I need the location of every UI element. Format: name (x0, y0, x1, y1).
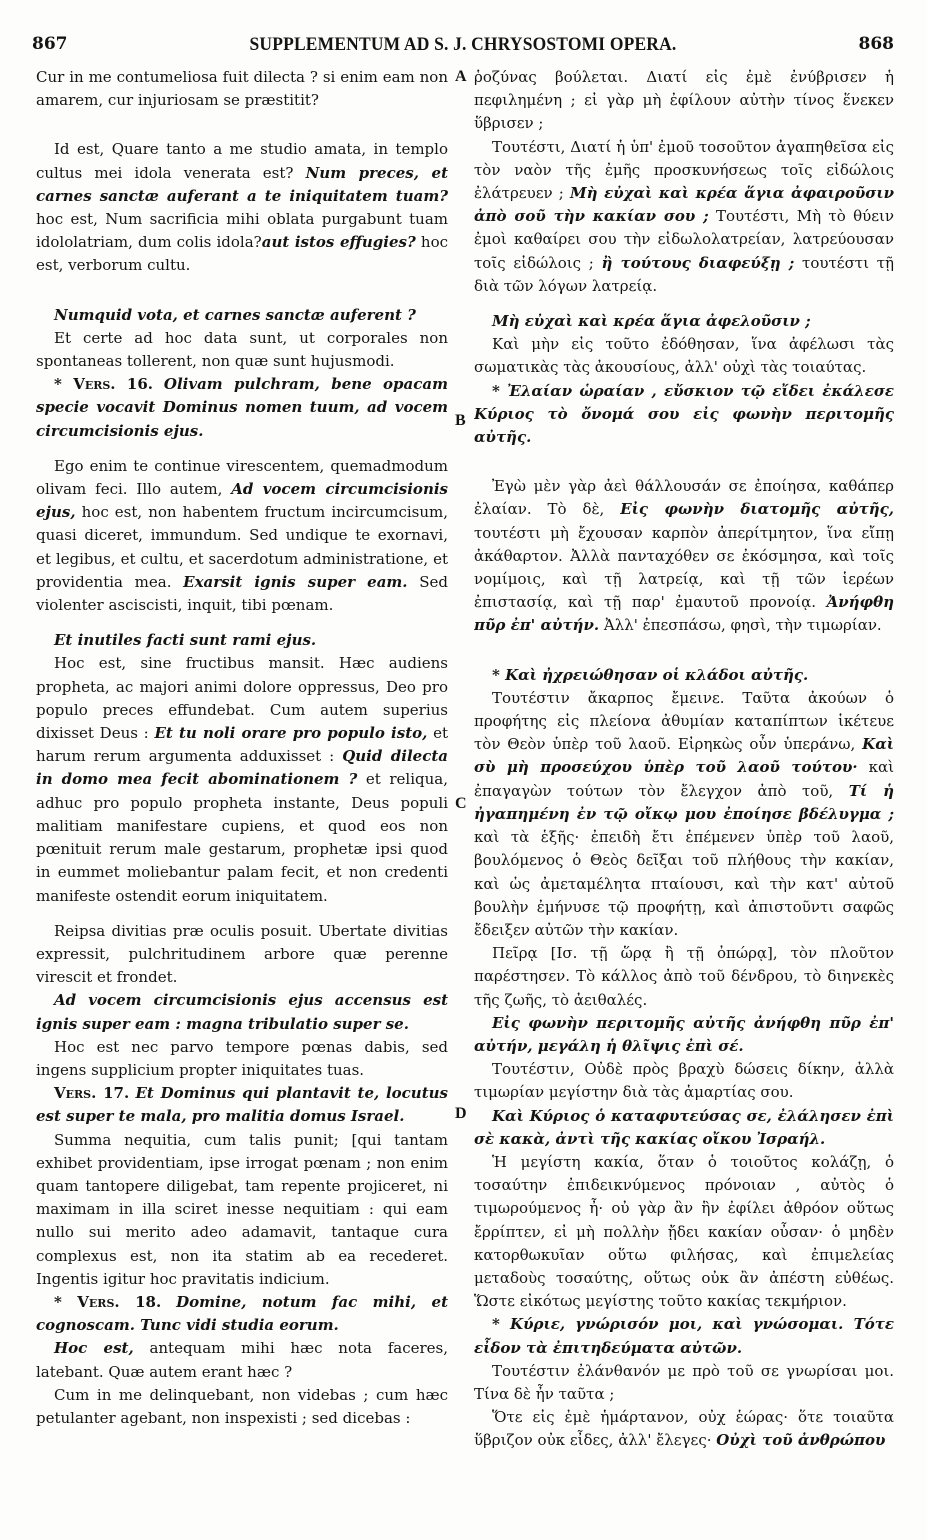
greek-text: Ὅτε εἰς ἐμὲ ἡμάρτανον, οὐχ ἑώρας· ὅτε τοιαῦτα ὕβριζον οὐκ εἶδες, ἀλλ' ἔλεγες· (474, 1408, 894, 1450)
greek-scripture-verse: Εἰς φωνὴν περιτομῆς αὐτῆς ἀνήφθη πῦρ ἐπ' αὐτήν, μεγάλη ἡ θλῖψις ἐπὶ σέ. (474, 1013, 894, 1055)
latin-paragraph-9: Reipsa divitias præ oculis posuit. Ubertate divitias expressit, pulchritudinem arbore quæ perenne virescit et frondet. (36, 921, 448, 987)
greek-scripture-quote: Εἰς φωνὴν διατομῆς αὐτῆς, (620, 500, 894, 519)
latin-scripture-quote: aut istos effugies? (261, 233, 416, 252)
latin-verse-16 (36, 373, 448, 443)
greek-paragraph-16 (474, 1406, 894, 1452)
latin-paragraph-13: Summa nequitia, cum talis punit; [qui tantam exhibet providentiam, ipse irrogat pœnam ; non enim quam tantopere diligebat, tam repente projiceret, ni maximam in illa sciret inesse nequitiam : qui eam nullo sui merito adeo adamavit, tantaque cura complexus est, non ita statim ab ea recederet. Ingentis igitur hoc pravitatis indicium. (36, 1130, 448, 1288)
latin-paragraph-4: Et certe ad hoc data sunt, ut corporales non spontaneas tollerent, non quæ sunt hujusmodi. (36, 328, 448, 371)
latin-text: Hoc est, (54, 1339, 134, 1358)
running-title: SUPPLEMENTUM AD S. J. CHRYSOSTOMI OPERA. (249, 34, 677, 55)
greek-paragraph-13: Ἡ μεγίστη κακία, ὅταν ὁ τοιοῦτος κολάζῃ, ὁ τοσαύτην ἐπιδεικνύμενος πρόνοιαν , αὐτὸς ὁ τιμωρούμενος ἦ· οὐ γὰρ ἂν ἣν ἐφίλει ἀθρόον οὕτως ἔρρίπτεν, εἰ μὴ πολλὴν ᾔδει κακίαν οὖσαν· ὁ μηδὲν κατορθωκυῖαν οὕτω φιλήσας, καὶ ἐπιμελείας μεταδοὺς τοσαύτης, οὕτως οὐκ ἂν ἀπέστη εὐθέως. Ὥστε εἰκότως μεγίστης τοῦτο κακίας τεκμήριον. (474, 1152, 894, 1311)
greek-scripture-quote: Οὐχὶ τοῦ ἀνθρώπου (716, 1431, 886, 1450)
section-marker-d: D (455, 1105, 467, 1122)
greek-paragraph-9: Πεῖρᾳ [Ισ. τῇ ὥρᾳ ἢ τῇ ὀπώρᾳ], τὸν πλοῦτον παρέστησεν. Τὸ κάλλος ἀπὸ τοῦ δένδρου, τὸ διηνεκὲς τῆς ζωῆς, τὸ ἀειθαλές. (474, 944, 894, 1009)
latin-paragraph-15 (36, 1337, 448, 1383)
latin-scripture-quote: Ad vocem circumcisionis ejus, (36, 480, 448, 522)
greek-verse-17: Καὶ Κύριος ὁ καταφυτεύσας σε, ἐλάλησεν ἐπὶ σὲ κακὰ, ἀντὶ τῆς κακίας οἴκου Ἰσραήλ. (474, 1106, 894, 1148)
greek-verse-18: * Κύριε, γνώρισόν μοι, καὶ γνώσομαι. Τότε εἶδον τὰ ἐπιτηδεύματα αὐτῶν. (474, 1315, 894, 1357)
latin-text: hoc est, non habentem fructum incircumcisum, quasi diceret, immundum. Sed undique te exornavi, et legibus, et cultu, et sacerdotum administratione, et providentia mea. (36, 503, 448, 591)
greek-text: Ἀλλ' ἐπεσπάσω, φησὶ, τὴν τιμωρίαν. (603, 616, 882, 635)
greek-scripture-verse: * Καὶ ἠχρειώθησαν οἱ κλάδοι αὐτῆς. (492, 665, 809, 684)
verse-number: Vers. 17. (54, 1084, 130, 1103)
greek-scripture-quote: ἢ τούτους διαφεύξῃ ; (601, 253, 795, 272)
greek-paragraph-11: Τουτέστιν, Οὐδὲ πρὸς βραχὺ δώσεις δίκην, ἀλλὰ τιμωρίαν μεγίστην διὰ τὰς ἁμαρτίας σου. (474, 1060, 894, 1102)
greek-text: τουτέστι μὴ ἔχουσαν καρπὸν ἀπερίτμητον, ἵνα εἴπῃ ἀκάθαρτον. Ἀλλὰ πανταχόθεν σε ἐκόσμησα, καὶ τοῖς νομίμοις, καὶ τῇ λατρείᾳ, καὶ τῇ τῶν ἱερέων ἐπιστασίᾳ, καὶ τῇ παρ' ἐμαυτοῦ προνοίᾳ. (474, 523, 894, 612)
latin-text: Hoc est, sine fructibus mansit. Hæc audiens propheta, ac majori animi dolore oppressus, Deo pro populo preces effundebat. Cum autem superius dixisset Deus : (36, 654, 448, 743)
greek-paragraph-15: Τουτέστιν ἐλάνθανόν με πρὸ τοῦ σε γνωρίσαι μοι. Τίνα δὲ ἦν ταῦτα ; (474, 1361, 894, 1403)
page-number-right: 868 (858, 34, 894, 54)
latin-scripture-quote: Et Dominus qui plantavit te, locutus est super te mala, pro malitia domus Israel. (36, 1084, 448, 1126)
latin-paragraph-8 (36, 652, 448, 907)
latin-scripture-verse: Numquid vota, et carnes sanctæ auferent ? (54, 305, 416, 324)
greek-scripture-quote: Καὶ σὺ μὴ προσεύχου ὑπὲρ τοῦ λαοῦ τούτου· (474, 735, 894, 777)
verse-number: * Vers. 18. (54, 1292, 162, 1311)
greek-scripture-quote: Μὴ εὐχαὶ καὶ κρέα ἅγια ἀφαιροῦσιν ἀπὸ σοῦ τὴν κακίαν σου ; (474, 184, 894, 226)
greek-text: καὶ ἐπαγαγὼν τούτων τὸν ἔλεγχον ἀπὸ τοῦ, (474, 758, 894, 800)
greek-column (474, 66, 894, 1520)
greek-text: καὶ τὰ ἑξῆς· ἐπειδὴ ἔτι ἐπέμενεν ὑπὲρ τοῦ λαοῦ, βουλόμενος ὁ Θεὸς δεῖξαι τοῦ πλήθους τὴν κακίαν, καὶ ὡς ἀμεταμέλητα πταίουσι, καὶ τὴν κατ' αὐτοῦ βουλὴν ἐμήνυσε τῷ προφήτῃ, καὶ ἀπιστοῦντι σαφῶς ἔδειξεν αὐτῶν τὴν κακίαν. (474, 828, 894, 939)
latin-scripture-verse: Et inutiles facti sunt rami ejus. (54, 631, 317, 650)
greek-paragraph-1: ῥοζύνας βούλεται. Διατί εἰς ἐμὲ ἐνύβρισεν ἡ πεφιλημένη ; εἰ γὰρ μὴ ἐφίλουν αὐτὴν τίνος ἕνεκεν ὕβρισεν ; (474, 68, 894, 133)
greek-scripture-verse: Μὴ εὐχαὶ καὶ κρέα ἅγια ἀφελοῦσιν ; (492, 312, 811, 331)
page-number-left: 867 (32, 34, 68, 54)
latin-text: et reliqua, adhuc pro populo propheta instante, Deus populi malitiam manifestare cupiens, et quod eos non pœnituit rerum male gestarum, prophetæ ipsi quod in eummet moliebantur palam fecit, et non credenti manifeste ostendit eorum iniquitatem. (36, 770, 448, 905)
latin-scripture-quote: Et tu noli orare pro populo isto, (154, 724, 428, 743)
latin-paragraph-6 (36, 455, 448, 617)
greek-scripture-quote: Τί ἡ ἠγαπημένη ἐν τῷ οἴκῳ μου ἐποίησε βδέλυγμα ; (474, 781, 894, 823)
latin-scripture-quote: Num preces, et carnes sanctæ auferant a te iniquitatem tuam? (36, 163, 448, 205)
greek-paragraph-8 (474, 687, 894, 942)
latin-column (36, 66, 448, 1520)
latin-text: hoc est, verborum cultu. (36, 233, 448, 275)
greek-text: Ἐγὼ μὲν γὰρ ἀεὶ θάλλουσάν σε ἐποίησα, καθάπερ ἐλαίαν. Τὸ δὲ, (474, 477, 894, 519)
latin-text: antequam mihi hæc nota faceres, latebant. Quæ autem erant hæc ? (36, 1339, 448, 1381)
latin-scripture-verse: Ad vocem circumcisionis ejus accensus est ignis super eam : magna tribulatio super se. (36, 991, 448, 1033)
latin-paragraph-1: Cur in me contumeliosa fuit dilecta ? si enim eam non amarem, cur injuriosam se præstitit? (36, 68, 448, 110)
greek-verse-16: * Ἐλαίαν ὡραίαν , εὔσκιον τῷ εἴδει ἐκάλεσε Κύριος τὸ ὄνομά σου εἰς φωνὴν περιτομῆς αὐτῆς. (474, 381, 894, 447)
greek-text: Τουτέστι, Μὴ τὸ θύειν ἐμοὶ καθαίρει σου τὴν εἰδωλολατρείαν, λατρεύουσαν τοῖς εἰδώλοις ; (474, 207, 894, 272)
greek-paragraph-4: Καὶ μὴν εἰς τοῦτο ἐδόθησαν, ἵνα ἀφέλωσι τὰς σωματικὰς τὰς ἀκουσίους, ἀλλ' οὐχὶ τὰς τοιαύτας. (474, 335, 894, 377)
greek-scripture-quote: Ἀνήφθη πῦρ ἐπ' αὐτήν. (474, 593, 894, 635)
latin-scripture-quote: Exarsit ignis super eam. (183, 572, 408, 591)
latin-paragraph-16: Cum in me delinquebant, non videbas ; cum hæc petulanter agebant, non inspexisti ; sed dicebas : (36, 1385, 448, 1427)
greek-paragraph-2 (474, 136, 894, 298)
latin-text: Sed violenter asciscisti, inquit, tibi pœnam. (36, 572, 448, 615)
latin-verse-17 (36, 1082, 448, 1128)
latin-text: Id est, Quare tanto a me studio amata, in templo cultus mei idola venerata est? (36, 140, 448, 182)
latin-verse-18 (36, 1291, 448, 1337)
latin-text: Ego enim te continue virescentem, quemadmodum olivam feci. Illo autem, (36, 456, 448, 499)
greek-paragraph-6 (474, 475, 894, 637)
greek-text: Τουτέστιν ἄκαρπος ἔμεινε. Ταῦτα ἀκούων ὁ προφήτης εἰς πλείονα ἀθυμίαν καταπίπτων ἱκέτευε τὸν Θεὸν ὑπὲρ τοῦ λαοῦ. Εἰρηκὼς οὖν ὑπεράνω, (474, 688, 894, 754)
latin-scripture-quote: Quid dilecta in domo mea fecit abominationem ? (36, 747, 448, 789)
latin-paragraph-11: Hoc est nec parvo tempore pœnas dabis, sed ingens supplicium propter iniquitates tuas. (36, 1037, 448, 1079)
section-marker-a: A (455, 68, 467, 85)
section-marker-c: C (455, 795, 467, 812)
latin-scripture-quote: Olivam pulchram, bene opacam specie vocavit Dominus nomen tuum, ad vocem circumcisionis ejus. (36, 375, 448, 440)
latin-text: et harum rerum argumenta adduxisset : (36, 724, 448, 766)
running-header (32, 34, 894, 64)
greek-text: τουτέστι τῇ διὰ τῶν λόγων λατρείᾳ. (474, 253, 894, 295)
latin-scripture-quote: Domine, notum fac mihi, et cognoscam. Tunc vidi studia eorum. (36, 1292, 448, 1335)
latin-paragraph-2 (36, 138, 448, 277)
greek-text: Τουτέστι, Διατί ἡ ὑπ' ἐμοῦ τοσοῦτον ἀγαπηθεῖσα εἰς τὸν ναὸν τῆς ἐμῆς προσκυνήσεως τοῖς εἰδώλοις ἐλάτρευεν ; (474, 137, 894, 203)
latin-text: hoc est, Num sacrificia mihi oblata purgabunt tuam idololatriam, dum colis idola? (36, 210, 448, 252)
verse-number: * Vers. 16. (54, 375, 153, 394)
section-marker-b: B (455, 412, 466, 429)
